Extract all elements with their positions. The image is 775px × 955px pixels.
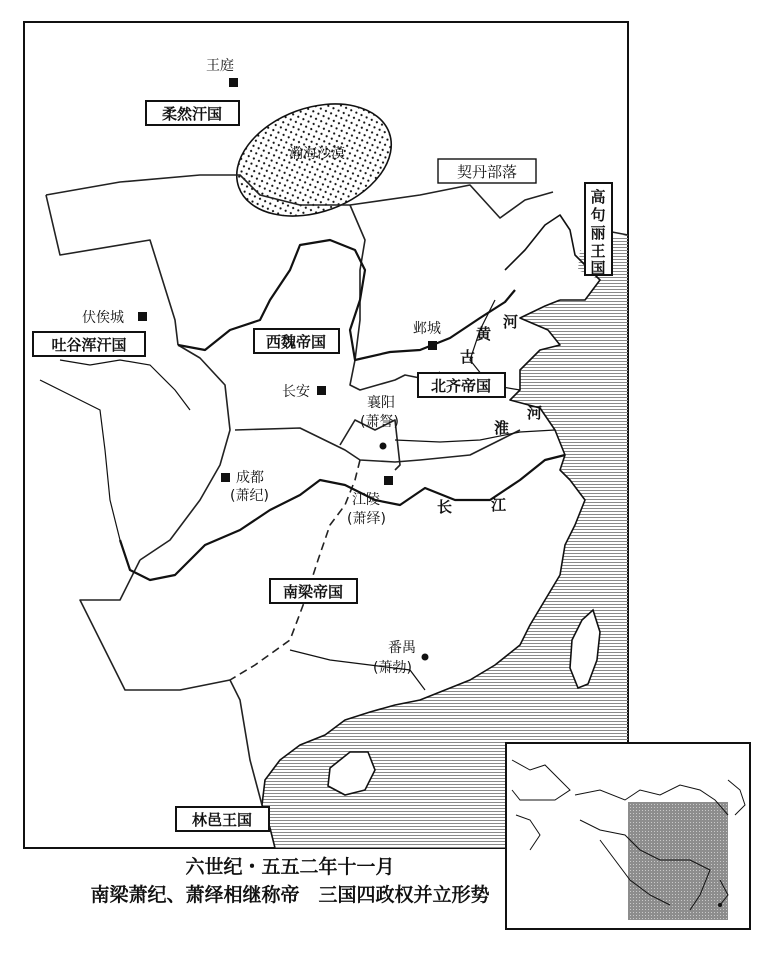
yecheng-marker <box>428 341 437 350</box>
xiangyang-marker <box>380 443 387 450</box>
svg-text:西魏帝国: 西魏帝国 <box>265 333 327 351</box>
xiangyang-label: 襄阳 <box>367 395 395 411</box>
panyu-marker <box>422 654 429 661</box>
linyi-box <box>176 807 269 831</box>
wangting-marker <box>229 78 238 87</box>
changan-label: 长安 <box>282 384 310 400</box>
changan-marker <box>317 386 326 395</box>
svg-text:契丹部落: 契丹部落 <box>456 163 518 181</box>
wangting-label: 王庭 <box>206 58 234 74</box>
chengdu-marker <box>221 473 230 482</box>
yecheng-label: 邺城 <box>413 321 441 337</box>
svg-text:林邑王国: 林邑王国 <box>191 811 253 829</box>
caption-line-2: 南梁萧纪、萧绎相继称帝 三国四政权并立形势 <box>90 884 490 906</box>
fuqicheng-label: 伏俟城 <box>82 310 124 326</box>
panyu-ruler-label: (萧勃) <box>373 660 412 676</box>
svg-text:高: 高 <box>590 188 606 206</box>
svg-text:丽: 丽 <box>590 224 606 242</box>
jiangling-label: 江陵 <box>352 492 380 508</box>
xiangyang-ruler-label: (萧詧) <box>360 414 399 430</box>
svg-text:北齐帝国: 北齐帝国 <box>430 377 492 395</box>
nanliang-box <box>270 579 357 603</box>
caption-line-1: 六世纪・五五二年十一月 <box>185 856 395 878</box>
svg-text:国: 国 <box>590 259 606 277</box>
gaogouli-box <box>585 183 612 277</box>
river-label-huang: 黄 <box>476 325 492 343</box>
chengdu-label: 成都 <box>236 470 264 486</box>
svg-text:句: 句 <box>590 206 606 224</box>
river-label-chang: 长 <box>437 498 453 516</box>
river-label-huai: 淮 <box>494 419 510 437</box>
river-label-gu: 古 <box>460 348 476 366</box>
svg-text:王: 王 <box>590 242 606 260</box>
panyu-label: 番禺 <box>388 640 416 656</box>
beiqi-box <box>418 373 505 397</box>
fuqicheng-marker <box>138 312 147 321</box>
inset-highlight-area <box>628 802 728 920</box>
jiangling-marker <box>384 476 393 485</box>
svg-text:柔然汗国: 柔然汗国 <box>161 105 223 123</box>
river-label-he2: 河 <box>527 404 543 422</box>
chengdu-ruler-label: (萧纪) <box>230 488 269 504</box>
qidan-box <box>438 159 536 183</box>
xiwei-box <box>254 329 339 353</box>
jiangling-ruler-label: (萧绎) <box>347 511 386 527</box>
rouran-box <box>146 101 239 125</box>
svg-text:吐谷浑汗国: 吐谷浑汗国 <box>51 336 127 354</box>
river-label-jiang: 江 <box>491 496 507 514</box>
river-label-he1: 河 <box>503 313 519 331</box>
hanhai-label: 瀚海沙漠 <box>289 146 345 162</box>
tuyuhun-box <box>33 332 145 356</box>
svg-text:南梁帝国: 南梁帝国 <box>282 583 344 601</box>
